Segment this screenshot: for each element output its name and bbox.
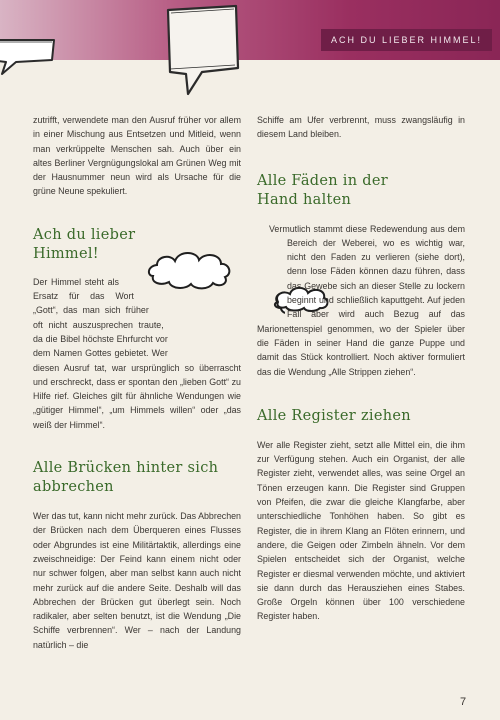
page-number: 7 xyxy=(460,696,467,708)
right-column xyxy=(257,113,465,624)
heading-faeden: Alle Fäden in der Hand halten xyxy=(257,172,388,208)
heading-register: Alle Register ziehen xyxy=(257,407,411,424)
paragraph: Vermutlich stammt diese Redewendung aus dem Bereich der Weberei, wo es wichtig war, nicht den Faden zu verlieren (siehe dort), denn lose Fäden können dazu führen, dass das Gewebe sich an dieser Stelle zu lockern beginnt und schließlich kaputtgeht. Auf jeden Fall aber wird auch Bezug auf das Marionettenspiel genommen, wo der Spieler über die Fäden in seiner Hand die ganze Puppe und damit das Stück kontrolliert. Noch aktiver formuliert das die Wendung „Alle Strippen ziehen“. xyxy=(257,223,465,377)
paragraph: Wer alle Register zieht, setzt alle Mittel ein, die ihm zur Verfügung stehen. Auch ein Organist, der alle Register zieht, verwendet alles, was seine Orgel an Tönen erzeugen kann. Die Register sind Gruppen von Pfeifen, die zwar die gleiche Klangfarbe, aber unterschiedliche Tonhöhen haben. So gibt es Register, die in ihrem Klang an Flöten erinnern, und andere, die Geigen oder Zimbeln ähneln. Vor dem Spielen entscheidet sich der Organist, welche Register er diesmal verwenden möchte, und aktiviert sie dann durch das Herausziehen eines Stabes. Große Orgeln können über 100 verschiedene Register haben. xyxy=(257,439,465,622)
paragraph: Der Himmel steht als Ersatz für das Wort „Gott“, das man sich früher oft nicht auszusprechen traute, da die Bibel höchste Ehrfurcht vor dem Namen Gottes gebietet. Wer diesen Ausruf tat, war ursprünglich so überrascht und erschreckt, dass er spontan den „lieben Gott“ zu Hilfe rief. Gleiches gilt für ähnliche Wendungen wie „gütiger Himmel“, „um Himmels willen“ oder „das weiß der Himmel“. xyxy=(33,276,241,430)
heading-himmel: Ach du lieber Himmel! xyxy=(33,226,136,262)
paragraph: Wer das tut, kann nicht mehr zurück. Das Abbrechen der Brücken nach dem Überqueren eines Flusses oder Abgrundes ist eine Militärtaktik, allerdings eine zweischneidige: Der Feind kann einem nicht oder nur schwer folgen, aber man selbst kann auch nicht mehr zurück auf die andere Seite. Deshalb will das Abbrechen der Brücken gut überlegt sein. Noch radikaler, aber selten benutzt, ist die Wendung „Die Schiffe verbrennen“. Wer – nach der Landung natürlich – die xyxy=(33,511,241,650)
speech-bubble-icon xyxy=(0,38,58,78)
speech-bubble-icon xyxy=(162,2,242,98)
paragraph: Schiffe am Ufer verbrennt, muss zwangsläufig in diesem Land bleiben. xyxy=(257,115,465,140)
section-title: ACH DU LIEBER HIMMEL! xyxy=(321,29,492,51)
header-band xyxy=(0,0,500,60)
paragraph: zutrifft, verwendete man den Ausruf früher vor allem in einer Mischung aus Entsetzen und Mitleid, wenn man verkrüppelte Menschen sah. Auch über ein altes Berliner Vergnügungslokal am Grünen Weg mit der Hausnummer neun wird als Ursache für die grüne Neune spekuliert. xyxy=(33,115,241,197)
heading-bruecken: Alle Brücken hinter sich abbrechen xyxy=(33,460,219,496)
left-column xyxy=(33,113,241,652)
